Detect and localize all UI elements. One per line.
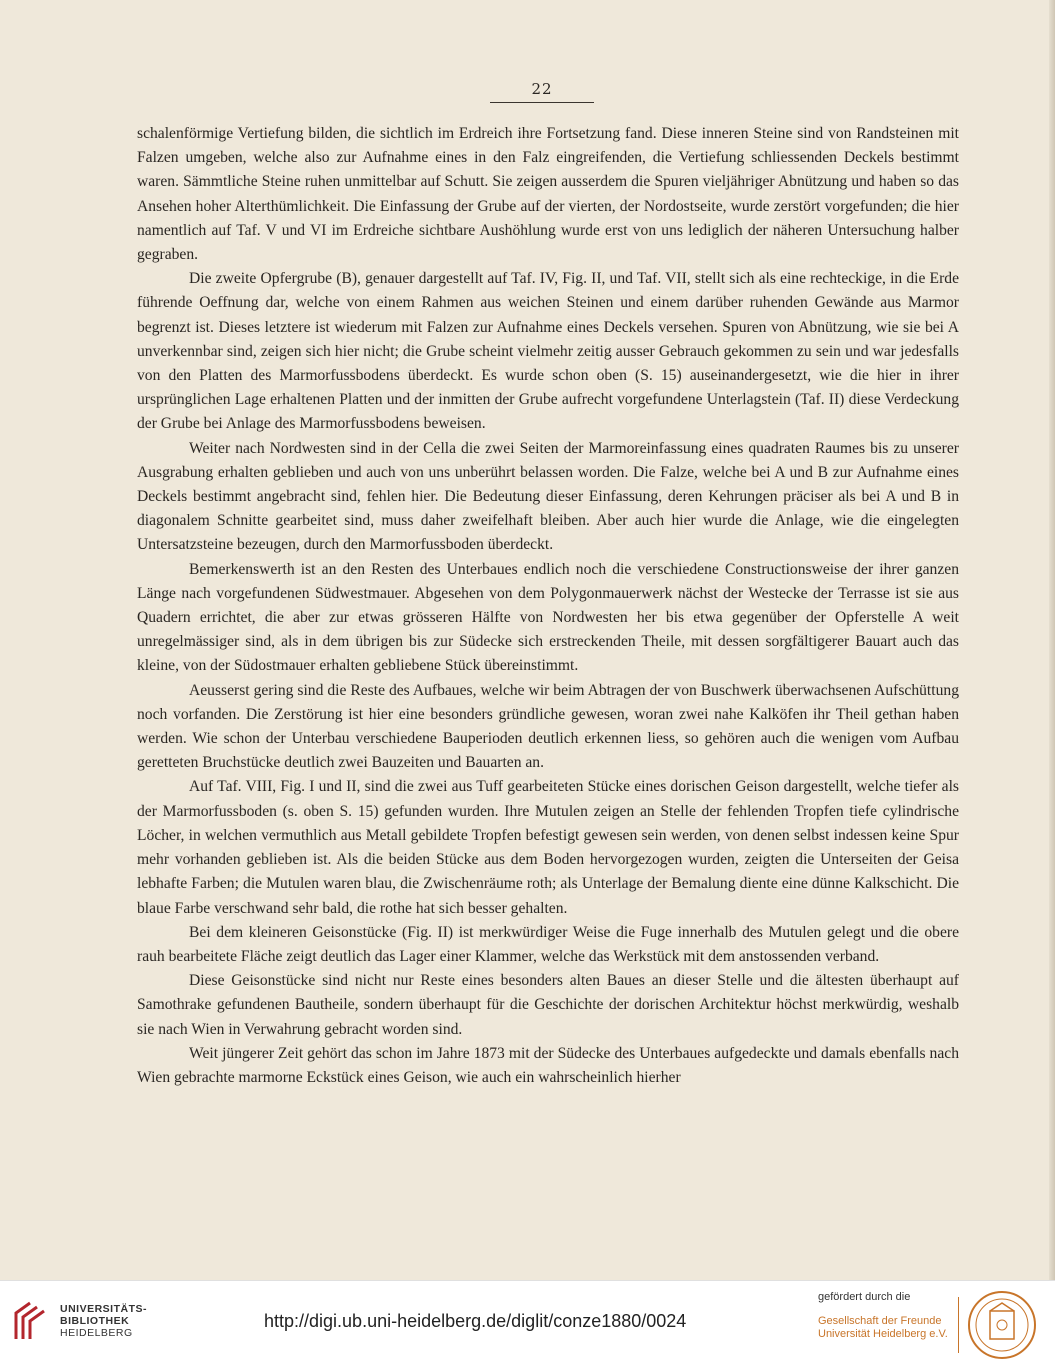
society-name[interactable] [818, 1315, 948, 1341]
paragraph: Aeusserst gering sind die Reste des Aufbaues, welche wir beim Abtragen der von Buschwerk überwachsenen Aufschüttung noch vorfanden. Die Zerstörung ist hier eine besonders gründliche gewesen, woran zwei nahe Kalköfen ihr Theil gethan haben werden. Wie schon der Unterbau verschiedene Bauperioden deutlich erkennen liess, so gehören auch die wenigen vom Aufbau geretteten Bruchstücke deutlich zwei Bauzeiten und Bauarten an. [137, 681, 959, 772]
society-name-line2: Universität Heidelberg e.V. [818, 1328, 948, 1340]
library-logo-icon [10, 1299, 50, 1343]
paragraph: schalenförmige Vertiefung bilden, die sichtlich im Erdreich ihre Fortsetzung fand. Diese inneren Steine sind von Randsteinen mit Falzen umgeben, welche also zur Aufnahme eines in den Falz eingreifenden, die Vertiefung schliessenden Deckels bestimmt waren. Sämmtliche Steine ruhen unmittelbar auf Schutt. Sie zeigen ausserdem die Spuren vieljähriger Abnützung und haben so das Ansehen hoher Alterthümlichkeit. Die Einfassung der Grube auf der vierten, der Nordostseite, wurde zerstört vorgefunden; die hier namentlich auf Taf. V und VI im Erdreiche sichtbare Aushöhlung wurde erst von uns lediglich der näheren Untersuchung halber gegraben. [137, 125, 959, 264]
footer-divider [958, 1297, 959, 1353]
paragraph: Weit jüngerer Zeit gehört das schon im Jahre 1873 mit der Südecke des Unterbaues aufgedeckte und damals ebenfalls nach Wien gebrachte marmorne Eckstück eines Geison, wie auch ein wahrscheinlich hierher [137, 1044, 959, 1086]
library-name [60, 1303, 147, 1339]
paragraph: Bei dem kleineren Geisonstücke (Fig. II) ist merkwürdiger Weise die Fuge innerhalb des Mutulen gelegt und die obere rauh bearbeitete Fläche zeigt deutlich das Lager einer Klammer, welche das Werkstück mit dem anstossenden verband. [137, 923, 959, 965]
permalink-url[interactable]: http://digi.ub.uni-heidelberg.de/diglit/conze1880/0024 [264, 1311, 687, 1331]
library-name-line3: HEIDELBERG [60, 1327, 133, 1339]
page-number: 22 [531, 80, 553, 98]
body-text [137, 122, 959, 1090]
society-name-line1: Gesellschaft der Freunde [818, 1315, 942, 1327]
page-edge-shadow [1049, 0, 1055, 1280]
paragraph: Auf Taf. VIII, Fig. I und II, sind die zwei aus Tuff gearbeiteten Stücke eines dorischen Geison dargestellt, welche tiefer als der Marmorfussboden (s. oben S. 15) gefunden wurden. Ihre Mutulen zeigen an Stelle der fehlenden Tropfen tiefe cylindrische Löcher, in welchen vermuthlich aus Metall gebildete Tropfen befestigt gewesen sein werden, von denen selbst indessen keine Spur mehr vorhanden geblieben ist. Als die beiden Stücke aus dem Boden hervorgezogen wurden, zeigten die Unterseiten der Geisa lebhafte Farben; die Mutulen waren blau, die Zwischenräume roth; als Unterlage der Bemalung diente eine dünne Kalkschicht. Die blaue Farbe verschwand sehr bald, die rothe hat sich besser gehalten. [137, 778, 959, 917]
funded-by-label: gefördert durch die [818, 1291, 911, 1303]
paragraph: Die zweite Opfergrube (B), genauer dargestellt auf Taf. IV, Fig. II, und Taf. VII, stellt sich als eine rechteckige, in die Erde führende Oeffnung dar, welche von einem Rahmen aus weichen Steinen und einem darüber ruhenden Gewände aus Marmor begrenzt ist. Dieses letztere ist wiederum mit Falzen zur Aufnahme eines Deckels versehen. Spuren von Abnützung, wie sie bei A unverkennbar sind, zeigen sich hier nicht; die Grube scheint vielmehr zeitig ausser Gebrauch gekommen zu sein und war jedesfalls von den Platten des Marmorfussbodens überdeckt. Es wurde schon oben (S. 15) auseinandergesetzt, wie die hier in ihrer ursprünglichen Lage erhaltenen Platten und der inmitten der Grube aufrecht vorgefundene Unterlagstein (Taf. II) diese Verdeckung der Grube bei Anlage des Marmorfussbodens beweisen. [137, 270, 959, 433]
footer-bar [0, 1280, 1055, 1365]
paragraph: Bemerkenswerth ist an den Resten des Unterbaues endlich noch die verschiedene Constructionsweise der ihrer ganzen Länge nach vorgefundenen Südwestmauer. Abgesehen von dem Polygonmauerwerk nächst der Westecke der Terrasse ist sie aus Quadern errichtet, die aber zur etwas grösseren Hälfte von Nordwesten her bis etwa gegenüber der Opferstelle A weit unregelmässiger sind, als in dem übrigen bis zur Südecke sich erstreckenden Theile, mit dessen sorgfältigerer Bauart auch das kleine, von der Südostmauer erhalten gebliebene Stück übereinstimmt. [137, 560, 959, 675]
library-name-line1: UNIVERSITÄTS- [60, 1303, 148, 1315]
page-number-rule [490, 102, 594, 103]
university-seal-icon [966, 1289, 1038, 1361]
paragraph: Weiter nach Nordwesten sind in der Cella die zwei Seiten der Marmoreinfassung eines quadraten Raumes bis zu unserer Ausgrabung erhalten geblieben und auch von uns unberührt belassen worden. Die Falze, welche bei A und B zur Aufnahme eines Deckels bestimmt angebracht sind, fehlen hier. Die Bedeutung dieser Einfassung, deren Kehrungen präciser als bei A und B in diagonalem Schnitte gearbeitet sind, muss daher zweifelhaft bleiben. Aber auch hier wurde die Anlage, wie die eingelegten Untersatzsteine bezeugen, durch den Marmorfussboden überdeckt. [137, 439, 959, 554]
library-name-line2: BIBLIOTHEK [60, 1315, 130, 1327]
paragraph: Diese Geisonstücke sind nicht nur Reste eines besonders alten Baues an dieser Stelle und die ältesten überhaupt auf Samothrake gefundenen Bautheile, sondern überhaupt für die Geschichte der dorischen Architektur höchst merkwürdig, weshalb sie nach Wien in Verwahrung gebracht worden sind. [137, 972, 959, 1038]
